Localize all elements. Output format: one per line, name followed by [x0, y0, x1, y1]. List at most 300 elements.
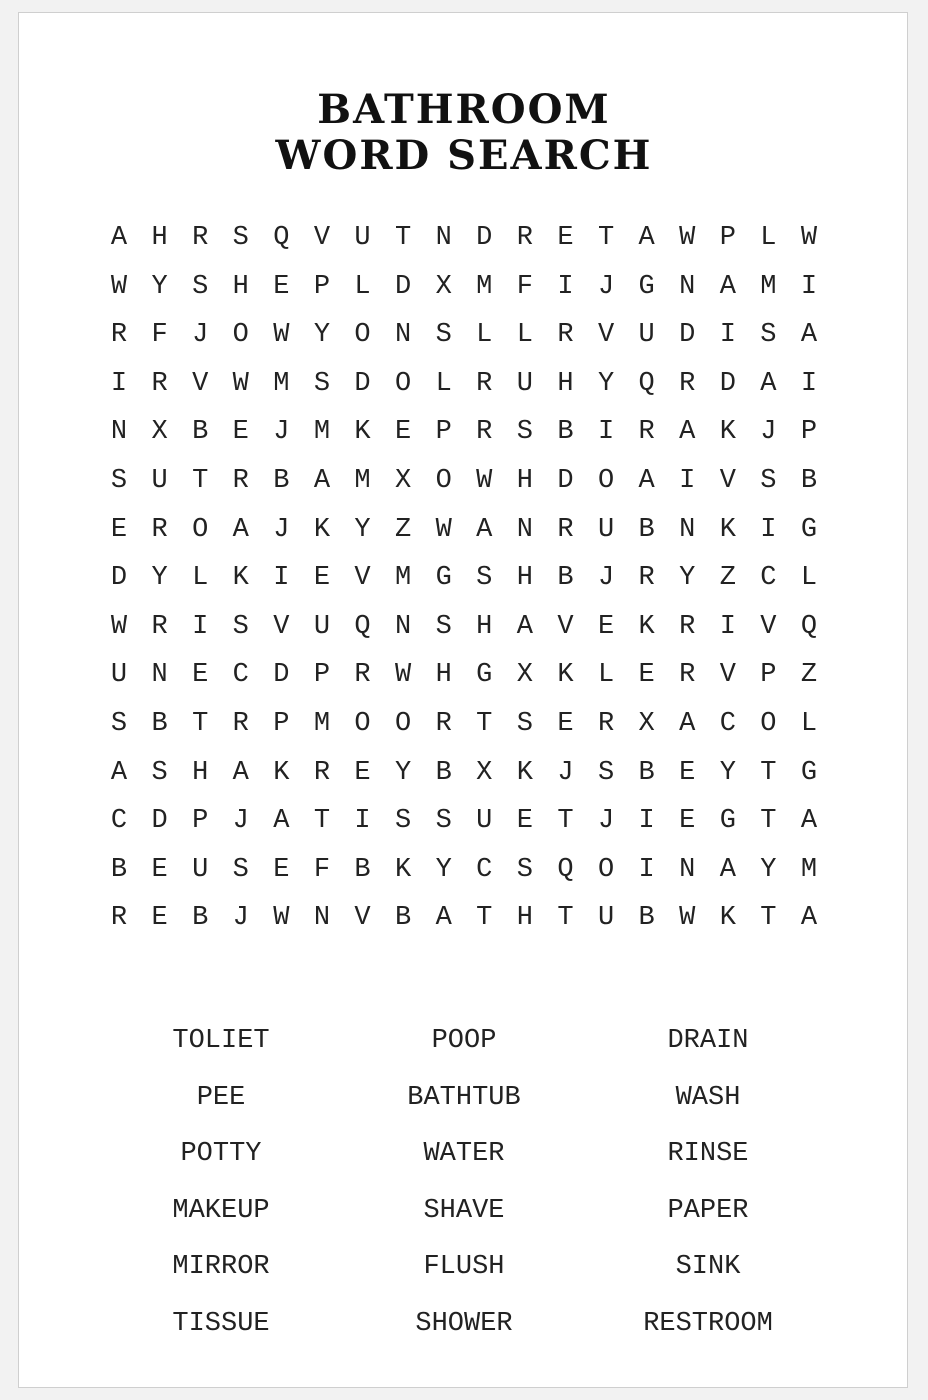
grid-letter[interactable]: E — [192, 660, 209, 691]
grid-letter[interactable]: L — [800, 708, 818, 739]
grid-letter[interactable]: B — [557, 563, 574, 594]
grid-letter[interactable]: J — [273, 417, 290, 448]
grid-letter[interactable]: T — [597, 223, 615, 253]
grid-letter[interactable]: O — [354, 708, 371, 739]
grid-letter[interactable]: E — [679, 806, 696, 837]
grid-letter[interactable]: T — [476, 903, 493, 934]
grid-letter[interactable]: Y — [313, 320, 331, 351]
grid-letter[interactable]: U — [476, 806, 493, 837]
grid-letter[interactable]: K — [719, 514, 736, 545]
grid-letter[interactable]: I — [800, 368, 818, 399]
word-list-row — [19, 1025, 909, 1082]
grid-letter[interactable]: E — [151, 854, 168, 885]
grid-row — [99, 466, 839, 515]
grid-letter[interactable]: R — [516, 223, 533, 253]
grid-letter[interactable]: S — [435, 320, 452, 351]
grid-letter[interactable]: W — [476, 465, 493, 496]
grid-row — [99, 903, 839, 952]
grid-letter[interactable]: T — [760, 757, 777, 788]
grid-letter[interactable]: M — [476, 271, 493, 302]
grid-letter[interactable]: V — [557, 611, 574, 642]
grid-letter[interactable]: S — [435, 611, 452, 642]
grid-letter[interactable]: H — [516, 563, 533, 594]
word-list-item: RINSE — [667, 1139, 749, 1170]
grid-letter[interactable]: A — [476, 514, 493, 545]
grid-letter[interactable]: C — [760, 563, 777, 594]
grid-letter[interactable]: B — [151, 708, 168, 739]
grid-letter[interactable]: S — [516, 417, 533, 448]
grid-letter[interactable]: E — [679, 757, 696, 788]
grid-letter[interactable]: H — [476, 611, 493, 642]
grid-letter[interactable]: S — [760, 465, 777, 496]
grid-letter[interactable]: Q — [557, 854, 574, 885]
grid-letter[interactable]: Z — [719, 563, 736, 594]
grid-letter[interactable]: O — [435, 465, 452, 496]
grid-letter[interactable]: K — [516, 757, 533, 788]
grid-letter[interactable]: V — [313, 223, 331, 253]
grid-letter[interactable]: L — [800, 563, 818, 594]
grid-letter[interactable]: S — [232, 611, 249, 642]
grid-row — [99, 417, 839, 466]
grid-letter[interactable]: E — [273, 854, 290, 885]
grid-letter[interactable]: L — [354, 271, 371, 302]
grid-letter[interactable]: T — [760, 903, 777, 934]
grid-letter[interactable]: O — [395, 708, 412, 739]
grid-letter[interactable]: C — [476, 854, 493, 885]
grid-letter[interactable]: G — [800, 514, 818, 545]
grid-letter[interactable]: I — [638, 806, 655, 837]
grid-letter[interactable]: K — [638, 611, 655, 642]
grid-letter[interactable]: S — [516, 708, 533, 739]
grid-letter[interactable]: Y — [597, 368, 615, 399]
grid-letter[interactable]: M — [800, 854, 818, 885]
grid-letter[interactable]: R — [313, 757, 331, 788]
grid-letter[interactable]: K — [313, 514, 331, 545]
grid-letter[interactable]: M — [760, 271, 777, 302]
grid-letter[interactable]: U — [597, 903, 615, 934]
grid-letter[interactable]: Y — [151, 271, 168, 302]
grid-letter[interactable]: U — [516, 368, 533, 399]
word-list-item: POTTY — [180, 1139, 262, 1170]
grid-letter[interactable]: D — [110, 563, 128, 594]
grid-letter[interactable]: P — [760, 660, 777, 691]
grid-letter[interactable]: X — [638, 708, 655, 739]
grid-letter[interactable]: M — [395, 563, 412, 594]
grid-letter[interactable]: L — [760, 223, 777, 253]
grid-letter[interactable]: I — [760, 514, 777, 545]
grid-letter[interactable]: Q — [638, 368, 655, 399]
grid-letter[interactable]: W — [800, 223, 818, 253]
grid-letter[interactable]: F — [151, 320, 168, 351]
grid-letter[interactable]: I — [192, 611, 209, 642]
grid-letter[interactable]: A — [435, 903, 452, 934]
grid-letter[interactable]: K — [719, 417, 736, 448]
word-list-item: SHAVE — [423, 1195, 505, 1226]
grid-letter[interactable]: B — [638, 514, 655, 545]
grid-letter[interactable]: R — [435, 708, 452, 739]
grid-letter[interactable]: I — [273, 563, 290, 594]
grid-letter[interactable]: O — [597, 854, 615, 885]
grid-letter[interactable]: D — [151, 806, 168, 837]
grid-letter[interactable]: H — [192, 757, 209, 788]
grid-letter[interactable]: S — [395, 806, 412, 837]
grid-letter[interactable]: Y — [760, 854, 777, 885]
grid-row — [99, 563, 839, 612]
grid-letter[interactable]: I — [719, 611, 736, 642]
grid-letter[interactable]: U — [638, 320, 655, 351]
grid-letter[interactable]: Q — [800, 611, 818, 642]
grid-letter[interactable]: N — [313, 903, 331, 934]
grid-letter[interactable]: S — [476, 563, 493, 594]
grid-letter[interactable]: B — [192, 903, 209, 934]
grid-letter[interactable]: A — [516, 611, 533, 642]
grid-letter[interactable]: T — [760, 806, 777, 837]
grid-letter[interactable]: O — [192, 514, 209, 545]
grid-letter[interactable]: B — [273, 465, 290, 496]
grid-letter[interactable]: A — [232, 757, 249, 788]
grid-letter[interactable]: S — [516, 854, 533, 885]
grid-letter[interactable]: A — [800, 806, 818, 837]
grid-letter[interactable]: B — [395, 903, 412, 934]
grid-letter[interactable]: J — [597, 271, 615, 302]
grid-letter[interactable]: W — [679, 223, 696, 253]
grid-letter[interactable]: N — [516, 514, 533, 545]
grid-letter[interactable]: J — [597, 806, 615, 837]
grid-letter[interactable]: R — [476, 368, 493, 399]
grid-letter[interactable]: Y — [151, 563, 168, 594]
grid-letter[interactable]: B — [110, 854, 128, 885]
grid-row — [99, 709, 839, 758]
grid-letter[interactable]: B — [435, 757, 452, 788]
grid-letter[interactable]: N — [151, 660, 168, 691]
grid-letter[interactable]: O — [395, 368, 412, 399]
word-list-row — [19, 1308, 909, 1365]
grid-letter[interactable]: A — [800, 903, 818, 934]
grid-letter[interactable]: R — [679, 660, 696, 691]
grid-letter[interactable]: W — [110, 271, 128, 302]
grid-letter[interactable]: U — [597, 514, 615, 545]
letter-grid — [99, 223, 839, 952]
grid-letter[interactable]: N — [395, 611, 412, 642]
grid-letter[interactable]: I — [557, 271, 574, 302]
word-list-item: DRAIN — [667, 1026, 749, 1056]
grid-row — [99, 806, 839, 855]
word-list-item: TISSUE — [172, 1308, 270, 1339]
grid-letter[interactable]: V — [760, 611, 777, 642]
grid-letter[interactable]: M — [313, 417, 331, 448]
grid-letter[interactable]: E — [516, 806, 533, 837]
grid-letter[interactable]: G — [638, 271, 655, 302]
grid-letter[interactable]: Y — [395, 757, 412, 788]
grid-letter[interactable]: S — [110, 708, 128, 739]
grid-letter[interactable]: D — [557, 465, 574, 496]
grid-letter[interactable]: D — [679, 320, 696, 351]
grid-letter[interactable]: H — [151, 223, 168, 253]
grid-letter[interactable]: D — [395, 271, 412, 302]
word-list-item: MIRROR — [172, 1252, 270, 1283]
grid-letter[interactable]: A — [719, 271, 736, 302]
grid-letter[interactable]: A — [800, 320, 818, 351]
grid-letter[interactable]: B — [192, 417, 209, 448]
grid-letter[interactable]: E — [557, 708, 574, 739]
grid-letter[interactable]: Y — [719, 757, 736, 788]
grid-letter[interactable]: C — [719, 708, 736, 739]
grid-letter[interactable]: U — [151, 465, 168, 496]
grid-letter[interactable]: A — [110, 223, 128, 253]
grid-letter[interactable]: K — [354, 417, 371, 448]
grid-letter[interactable]: Q — [354, 611, 371, 642]
grid-letter[interactable]: R — [476, 417, 493, 448]
grid-letter[interactable]: R — [597, 708, 615, 739]
puzzle-sheet — [18, 12, 908, 1388]
grid-letter[interactable]: P — [313, 660, 331, 691]
grid-letter[interactable]: W — [679, 903, 696, 934]
grid-letter[interactable]: J — [597, 563, 615, 594]
grid-letter[interactable]: N — [435, 223, 452, 253]
grid-letter[interactable]: R — [354, 660, 371, 691]
grid-letter[interactable]: X — [435, 271, 452, 302]
grid-letter[interactable]: S — [232, 854, 249, 885]
grid-letter[interactable]: V — [719, 660, 736, 691]
grid-letter[interactable]: D — [273, 660, 290, 691]
grid-letter[interactable]: M — [313, 708, 331, 739]
grid-letter[interactable]: P — [192, 806, 209, 837]
grid-letter[interactable]: B — [354, 854, 371, 885]
grid-letter[interactable]: V — [354, 903, 371, 934]
grid-letter[interactable]: A — [638, 223, 655, 253]
word-list-item: RESTROOM — [643, 1308, 773, 1339]
grid-letter[interactable]: A — [679, 708, 696, 739]
grid-letter[interactable]: J — [232, 903, 249, 934]
grid-letter[interactable]: H — [516, 465, 533, 496]
grid-row — [99, 223, 839, 272]
grid-letter[interactable]: Z — [800, 660, 818, 691]
grid-letter[interactable]: N — [395, 320, 412, 351]
word-list — [19, 1025, 909, 1365]
grid-letter[interactable]: A — [273, 806, 290, 837]
grid-letter[interactable]: E — [273, 271, 290, 302]
grid-letter[interactable]: W — [435, 514, 452, 545]
grid-letter[interactable]: R — [638, 417, 655, 448]
grid-letter[interactable]: H — [516, 903, 533, 934]
grid-letter[interactable]: E — [597, 611, 615, 642]
word-list-item: PAPER — [667, 1195, 749, 1226]
grid-letter[interactable]: J — [273, 514, 290, 545]
grid-letter[interactable]: T — [476, 708, 493, 739]
grid-letter[interactable]: K — [719, 903, 736, 934]
grid-letter[interactable]: J — [760, 417, 777, 448]
grid-letter[interactable]: L — [516, 320, 533, 351]
grid-letter[interactable]: U — [192, 854, 209, 885]
grid-letter[interactable]: V — [597, 320, 615, 351]
grid-letter[interactable]: P — [800, 417, 818, 448]
word-list-row — [19, 1251, 909, 1308]
grid-letter[interactable]: R — [110, 320, 128, 351]
grid-letter[interactable]: T — [557, 903, 574, 934]
grid-letter[interactable]: X — [151, 417, 168, 448]
grid-letter[interactable]: V — [192, 368, 209, 399]
grid-letter[interactable]: R — [232, 708, 249, 739]
grid-letter[interactable]: U — [110, 660, 128, 691]
grid-row — [99, 612, 839, 661]
grid-letter[interactable]: W — [232, 368, 249, 399]
grid-letter[interactable]: I — [719, 320, 736, 351]
grid-letter[interactable]: Y — [435, 854, 452, 885]
grid-letter[interactable]: U — [354, 223, 371, 253]
grid-letter[interactable]: Y — [679, 563, 696, 594]
grid-letter[interactable]: O — [760, 708, 777, 739]
grid-letter[interactable]: W — [395, 660, 412, 691]
grid-letter[interactable]: P — [273, 708, 290, 739]
grid-letter[interactable]: L — [476, 320, 493, 351]
grid-letter[interactable]: R — [557, 514, 574, 545]
grid-letter[interactable]: O — [232, 320, 249, 351]
grid-letter[interactable]: E — [232, 417, 249, 448]
grid-letter[interactable]: N — [679, 271, 696, 302]
grid-letter[interactable]: B — [638, 903, 655, 934]
grid-letter[interactable]: M — [273, 368, 290, 399]
grid-letter[interactable]: G — [476, 660, 493, 691]
grid-letter[interactable]: I — [354, 806, 371, 837]
grid-letter[interactable]: R — [232, 465, 249, 496]
grid-letter[interactable]: I — [597, 417, 615, 448]
grid-letter[interactable]: T — [313, 806, 331, 837]
grid-letter[interactable]: N — [110, 417, 128, 448]
grid-letter[interactable]: B — [557, 417, 574, 448]
grid-letter[interactable]: R — [679, 368, 696, 399]
grid-letter[interactable]: A — [638, 465, 655, 496]
grid-letter[interactable]: F — [516, 271, 533, 302]
grid-letter[interactable]: O — [354, 320, 371, 351]
grid-letter[interactable]: L — [192, 563, 209, 594]
grid-letter[interactable]: D — [476, 223, 493, 253]
grid-letter[interactable]: B — [638, 757, 655, 788]
grid-letter[interactable]: K — [232, 563, 249, 594]
grid-letter[interactable]: R — [557, 320, 574, 351]
grid-letter[interactable]: O — [597, 465, 615, 496]
word-list-row — [19, 1138, 909, 1195]
grid-letter[interactable]: C — [232, 660, 249, 691]
grid-letter[interactable]: A — [313, 465, 331, 496]
grid-letter[interactable]: K — [273, 757, 290, 788]
grid-row — [99, 320, 839, 369]
grid-letter[interactable]: S — [110, 465, 128, 496]
word-list-item: TOLIET — [172, 1026, 270, 1056]
grid-row — [99, 660, 839, 709]
grid-letter[interactable]: W — [110, 611, 128, 642]
grid-letter[interactable]: X — [476, 757, 493, 788]
grid-letter[interactable]: S — [760, 320, 777, 351]
grid-letter[interactable]: T — [192, 465, 209, 496]
grid-letter[interactable]: R — [151, 368, 168, 399]
grid-letter[interactable]: E — [110, 514, 128, 545]
grid-letter[interactable]: T — [192, 708, 209, 739]
title-line-2: WORD SEARCH — [275, 132, 653, 179]
grid-letter[interactable]: S — [597, 757, 615, 788]
grid-letter[interactable]: S — [313, 368, 331, 399]
grid-letter[interactable]: A — [679, 417, 696, 448]
grid-letter[interactable]: E — [313, 563, 331, 594]
word-list-item: SINK — [675, 1252, 741, 1283]
grid-letter[interactable]: T — [557, 806, 574, 837]
grid-letter[interactable]: C — [110, 806, 128, 837]
grid-letter[interactable]: A — [110, 757, 128, 788]
grid-letter[interactable]: R — [151, 611, 168, 642]
grid-letter[interactable]: R — [638, 563, 655, 594]
grid-letter[interactable]: G — [719, 806, 736, 837]
grid-letter[interactable]: M — [354, 465, 371, 496]
grid-letter[interactable]: U — [313, 611, 331, 642]
grid-letter[interactable]: K — [395, 854, 412, 885]
grid-letter[interactable]: H — [232, 271, 249, 302]
grid-letter[interactable]: A — [719, 854, 736, 885]
word-list-item: BATHTUB — [407, 1082, 521, 1113]
grid-letter[interactable]: E — [354, 757, 371, 788]
grid-letter[interactable]: I — [800, 271, 818, 302]
grid-letter[interactable]: B — [800, 465, 818, 496]
grid-letter[interactable]: G — [435, 563, 452, 594]
grid-letter[interactable]: L — [435, 368, 452, 399]
grid-letter[interactable]: I — [679, 465, 696, 496]
grid-letter[interactable]: P — [313, 271, 331, 302]
grid-letter[interactable]: Z — [395, 514, 412, 545]
grid-letter[interactable]: E — [557, 223, 574, 253]
grid-letter[interactable]: H — [557, 368, 574, 399]
grid-letter[interactable]: X — [395, 465, 412, 496]
grid-letter[interactable]: X — [516, 660, 533, 691]
grid-letter[interactable]: V — [719, 465, 736, 496]
grid-letter[interactable]: H — [435, 660, 452, 691]
grid-letter[interactable]: P — [435, 417, 452, 448]
grid-letter[interactable]: P — [719, 223, 736, 253]
grid-letter[interactable]: E — [638, 660, 655, 691]
grid-letter[interactable]: R — [679, 611, 696, 642]
grid-letter[interactable]: J — [557, 757, 574, 788]
grid-letter[interactable]: W — [273, 320, 290, 351]
grid-letter[interactable]: Y — [354, 514, 371, 545]
grid-letter[interactable]: S — [151, 757, 168, 788]
grid-letter[interactable]: S — [435, 806, 452, 837]
grid-letter[interactable]: I — [638, 854, 655, 885]
grid-letter[interactable]: S — [192, 271, 209, 302]
grid-letter[interactable]: F — [313, 854, 331, 885]
grid-letter[interactable]: D — [354, 368, 371, 399]
grid-letter[interactable]: L — [597, 660, 615, 691]
grid-letter[interactable]: J — [232, 806, 249, 837]
grid-letter[interactable]: R — [110, 903, 128, 934]
grid-letter[interactable]: J — [192, 320, 209, 351]
grid-letter[interactable]: K — [557, 660, 574, 691]
grid-letter[interactable]: S — [232, 223, 249, 253]
grid-letter[interactable]: N — [679, 514, 696, 545]
grid-letter[interactable]: V — [354, 563, 371, 594]
grid-letter[interactable]: I — [110, 368, 128, 399]
grid-row — [99, 515, 839, 564]
grid-letter[interactable]: A — [232, 514, 249, 545]
grid-letter[interactable]: W — [273, 903, 290, 934]
grid-letter[interactable]: D — [719, 368, 736, 399]
grid-letter[interactable]: G — [800, 757, 818, 788]
grid-letter[interactable]: R — [151, 514, 168, 545]
grid-letter[interactable]: R — [192, 223, 209, 253]
grid-letter[interactable]: E — [395, 417, 412, 448]
grid-letter[interactable]: V — [273, 611, 290, 642]
grid-letter[interactable]: E — [151, 903, 168, 934]
grid-letter[interactable]: A — [760, 368, 777, 399]
grid-letter[interactable]: N — [679, 854, 696, 885]
grid-letter[interactable]: T — [395, 223, 412, 253]
grid-letter[interactable]: Q — [273, 223, 290, 253]
